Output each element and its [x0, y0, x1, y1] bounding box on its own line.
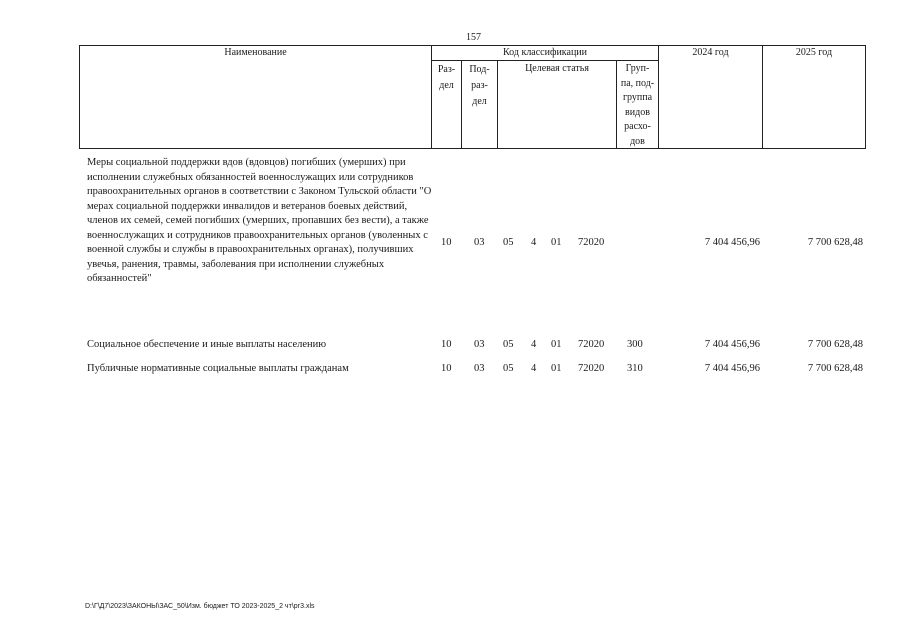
row-subsection: 03 — [474, 363, 485, 374]
row-target-1: 05 — [503, 339, 514, 350]
row-name: Меры социальной поддержки вдов (вдовцов) погибших (умерших) при исполнении служебных обязанностей военнослужащих или сотрудников правоохранительных органов в соответствии с Законом Тульской области "О мерах социальной поддержки инвалидов и ветеранов боевых действий, членов их семей, семей погибших (умерших, пропавших без вести), а также военнослужащих и сотрудников правоохранительных органов (уволенных с военной службы и службы в правоохранительных органах), получивших увечья, ранения, травмы, заболевания при исполнении служебных обязанностей" — [87, 157, 432, 284]
header-subsection: Под- раз- дел — [469, 64, 490, 107]
row-group: 300 — [627, 339, 643, 350]
row-target-3: 01 — [551, 363, 562, 374]
row-target-4: 72020 — [578, 363, 605, 374]
row-subsection: 03 — [474, 339, 485, 350]
row-target-2: 4 — [531, 363, 537, 374]
classification-underline — [431, 60, 658, 61]
row-section: 10 — [441, 237, 452, 248]
row-target-1: 05 — [503, 363, 514, 374]
row-target-3: 01 — [551, 339, 562, 350]
header-target-article: Целевая статья — [525, 63, 589, 74]
row-amount-2025: 7 700 628,48 — [807, 363, 863, 374]
header-name: Наименование — [224, 47, 287, 58]
row-amount-2025: 7 700 628,48 — [807, 339, 863, 350]
border-right — [865, 45, 866, 149]
border-name-right — [431, 45, 432, 149]
border-group-right — [658, 45, 659, 149]
border-2024-right — [762, 45, 763, 149]
row-section: 10 — [441, 339, 452, 350]
row-target-4: 72020 — [578, 339, 605, 350]
row-amount-2024: 7 404 456,96 — [704, 237, 760, 248]
border-left — [79, 45, 80, 149]
row-group: 310 — [627, 363, 643, 374]
header-classification: Код классификации — [502, 47, 588, 58]
row-amount-2024: 7 404 456,96 — [704, 339, 760, 350]
header-bottom-border — [79, 148, 865, 149]
row-target-1: 05 — [503, 237, 514, 248]
header-group: Груп- па, под- группа видов расхо- дов — [620, 63, 655, 147]
row-name: Публичные нормативные социальные выплаты гражданам — [87, 363, 349, 374]
header-2024: 2024 год — [692, 47, 729, 58]
row-target-3: 01 — [551, 237, 562, 248]
page-number: 157 — [466, 32, 481, 43]
header-2025: 2025 год — [795, 47, 833, 58]
row-name: Социальное обеспечение и иные выплаты населению — [87, 339, 327, 350]
row-target-4: 72020 — [578, 237, 605, 248]
row-amount-2025: 7 700 628,48 — [807, 237, 863, 248]
header-section: Раз- дел — [437, 64, 456, 91]
footer-file-path: D:\Г\Д7\2023\ЗАКОНЫ\ЗАС_50\Изм. бюджет ТО 2023-2025_2 чт\рг3.xls — [85, 603, 315, 610]
row-target-2: 4 — [531, 237, 537, 248]
row-target-2: 4 — [531, 339, 537, 350]
row-subsection: 03 — [474, 237, 485, 248]
row-amount-2024: 7 404 456,96 — [704, 363, 760, 374]
row-section: 10 — [441, 363, 452, 374]
